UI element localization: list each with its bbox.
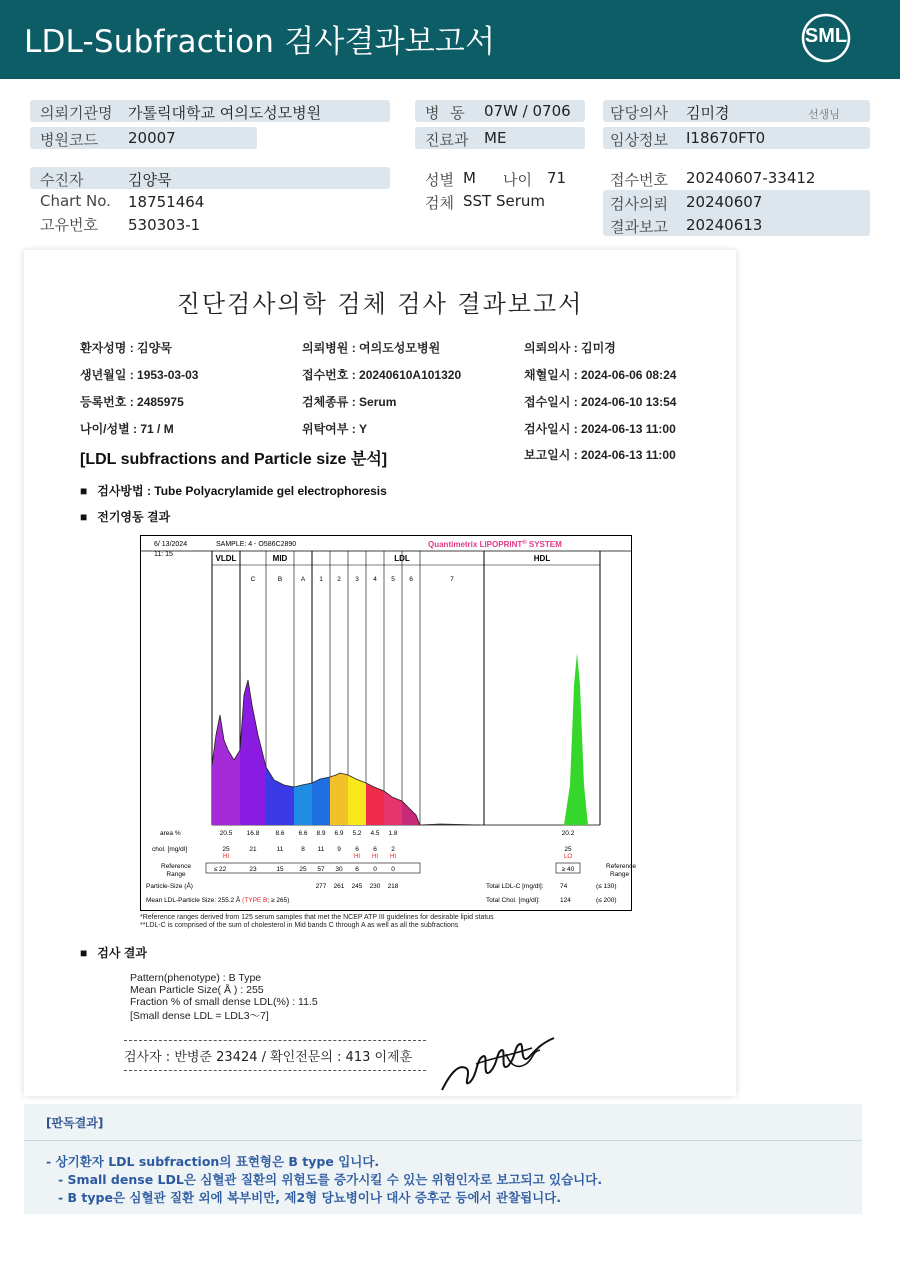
area-label: area % [160,830,181,837]
chart-brand-name: Quantimetrix LIPOPRINT [428,540,523,549]
clinical-value: I18670FT0 [686,129,766,147]
area-value: 20.5 [219,830,233,837]
ref-value: ≤ 22 [213,866,227,873]
logo-text: SML [804,25,848,47]
analysis-subtitle: [LDL subfractions and Particle size 분석] [80,451,388,468]
sml-logo [800,12,852,64]
electro-bullet: ■ 전기영동 결과 [80,510,171,524]
sex-value: M [463,169,476,187]
hospital-code-value: 20007 [128,129,176,147]
chart-sample: SAMPLE: 4 - O586C2890 [216,541,297,548]
ref-value: 25 [299,866,307,873]
field-doctor: 의뢰의사 : 김미경 [524,341,616,355]
chart-time: 11: 15 [154,551,173,558]
page-header [0,0,900,79]
area-value: 6.6 [298,830,308,837]
total-ldl-ref: (≤ 130) [596,883,617,890]
band-label: 7 [450,576,454,583]
chart-svg [140,535,636,911]
doctor-label: 담당의사 [610,104,668,122]
chart-brand-reg: ® [522,540,527,546]
peak-area [330,773,348,825]
chart-no-value: 18751464 [128,193,205,211]
particle-size-value: 230 [369,883,381,890]
judgement-line-3: - B type은 심혈관 질환 외에 복부비만, 제2형 당뇨병이나 대사 증후군 등에서 관찰됩니다. [58,1190,562,1205]
area-value: 6.9 [334,830,344,837]
mean-size-label: Mean LDL-Particle Size: [146,897,218,904]
chol-value: 25 [222,846,230,853]
total-chol-label: Total Chol. [mg/dl]: [486,897,540,904]
field-consign: 위탁여부 : Y [302,422,368,436]
ref-value: ≥ 40 [561,866,575,873]
band-label: 1 [319,576,323,583]
particle-size-value: 245 [351,883,363,890]
particle-size-value: 277 [315,883,327,890]
chol-value: 2 [391,846,395,853]
group-label: LDL [394,554,410,563]
dept-value: ME [484,129,507,147]
chart-note-2: **LDL-C is comprised of the sum of cholesterol in Mid bands C through A as well as all the subfractions [140,922,459,929]
ref-value: 30 [335,866,343,873]
area-value: 4.5 [370,830,380,837]
report-date-label: 결과보고 [610,218,668,236]
area-value: 8.9 [316,830,326,837]
result-head: 검사 결과 [97,946,147,960]
field-name: 환자성명 : 김양묵 [80,341,172,355]
area-value: 16.8 [246,830,260,837]
ref-value: 15 [276,866,284,873]
receipt-label: 접수번호 [610,171,668,189]
particle-size-label: Particle-Size (Å) [146,883,193,890]
chart-brand [428,539,562,549]
report-date-value: 20240613 [686,216,763,234]
chol-value: 6 [355,846,359,853]
age-value: 71 [547,169,567,187]
ref-value: 6 [355,866,359,873]
total-chol-value: 124 [560,897,571,904]
flag-value: LO [563,854,573,860]
field-receipt: 접수번호 : 20240610A101320 [302,368,462,382]
band-label: 2 [337,576,341,583]
flag-value: HI [390,854,396,860]
judgement-line-1: - 상기환자 LDL subfraction의 표현형은 B type 입니다. [46,1154,380,1169]
electro-text: 전기영동 결과 [97,510,171,524]
flag-value: HI [372,854,378,860]
doctor-value: 김미경 [686,104,730,122]
peak-area [294,783,312,825]
pill-bg [30,167,390,189]
method-text: 검사방법 : Tube Polyacrylamide gel electrophoresis [97,484,387,498]
result-small-dense: [Small dense LDL = LDL3～7] [130,1010,269,1022]
patient-value: 김양묵 [128,171,172,189]
total-chol-ref: (≤ 200) [596,897,617,904]
ref-label-right: Reference [606,863,636,870]
age-label: 나이 [503,171,532,189]
chart-date: 6/ 13/2024 [154,541,188,548]
particle-size-value: 261 [333,883,345,890]
particle-size-value: 218 [387,883,399,890]
band-label: 5 [391,576,395,583]
ref-label: Reference [161,863,191,870]
sig-line-top [124,1040,426,1041]
band-label: C [250,576,256,583]
institution-label: 의뢰기관명 [40,104,113,122]
total-ldl-value: 74 [560,883,568,890]
group-label: VLDL [215,554,237,563]
peak-area [348,775,366,825]
band-label: B [277,576,283,583]
report-sheet [24,250,736,1096]
ref-value: 0 [373,866,377,873]
mean-size-value: 255.2 Å [217,897,243,904]
chart-frame [141,536,632,911]
chol-value: 11 [317,846,325,853]
band-label: A [300,576,306,583]
judgement-title: [판독결과] [46,1116,104,1130]
area-value: 20.2 [561,830,575,837]
result-pattern: Pattern(phenotype) : B Type [130,972,262,984]
unique-label: 고유번호 [40,216,98,234]
patient-label: 수진자 [40,171,84,189]
signature-text: 검사자 : 반병준 23424 / 확인전문의 : 413 이제훈 [124,1050,413,1065]
result-mean-size: Mean Particle Size( Å ) : 255 [130,984,264,996]
ward-label: 병 동 [425,104,465,122]
peak-area [312,777,330,825]
handwritten-signature [436,1034,560,1096]
field-reg-no: 등록번호 : 2485975 [80,395,184,409]
ward-value: 07W / 0706 [484,102,571,120]
area-value: 1.8 [388,830,398,837]
dept-label: 진료과 [425,131,469,149]
flag-value: HI [354,854,360,860]
chol-value: 25 [564,846,572,853]
mean-size-ref: ; ≥ 265) [267,897,290,904]
ref-value: 23 [249,866,257,873]
group-label: MID [272,554,288,563]
chart-note-1: *Reference ranges derived from 125 serum samples that met the NCEP ATP III guidelines for desirable lipid status [140,914,494,921]
chart-brand-suffix: SYSTEM [526,540,562,549]
field-received: 접수일시 : 2024-06-10 13:54 [524,395,677,409]
result-bullet: ■ 검사 결과 [80,946,147,960]
field-draw: 채혈일시 : 2024-06-06 08:24 [524,368,677,382]
area-value: 8.6 [275,830,285,837]
band-label: 6 [409,576,413,583]
doctor-suffix: 선생님 [808,108,840,121]
chart-no-label: Chart No. [40,192,111,210]
chol-value: 11 [276,846,284,853]
chol-label: chol. [mg/dl] [152,846,188,853]
unique-value: 530303-1 [128,216,201,234]
sex-label: 성별 [425,171,454,189]
clinical-label: 임상정보 [610,131,668,149]
report-title: 진단검사의학 검체 검사 결과보고서 [176,290,584,318]
chol-value: 21 [249,846,257,853]
specimen-value: SST Serum [463,192,546,210]
band-label: 4 [373,576,377,583]
field-hospital: 의뢰병원 : 여의도성모병원 [302,341,441,355]
area-value: 5.2 [352,830,362,837]
group-label: HDL [533,554,551,563]
institution-value: 가톨릭대학교 여의도성모병원 [128,104,322,122]
band-label: 3 [355,576,359,583]
lipoprint-chart [140,535,636,911]
page-title: LDL-Subfraction 검사결과보고서 [24,24,496,60]
mean-size-line [146,895,289,904]
ref-label: Range [166,871,186,878]
request-label: 검사의뢰 [610,195,668,213]
judgement-line-2: - Small dense LDL은 심혈관 질환의 위험도를 증가시킬 수 있는 위험인자로 보고되고 있습니다. [58,1172,603,1187]
specimen-label: 검체 [425,194,454,212]
judgement-header [24,1104,862,1141]
judgement-panel [24,1104,862,1214]
chol-value: 6 [373,846,377,853]
ref-value: 57 [317,866,325,873]
ref-value: 0 [391,866,395,873]
flag-value: HI [223,854,229,860]
receipt-value: 20240607-33412 [686,169,816,187]
sig-line-bottom [124,1070,426,1071]
total-ldl-label: Total LDL-C [mg/dl]: [486,883,544,890]
method-bullet: ■ 검사방법 : Tube Polyacrylamide gel electrophoresis [80,484,387,498]
result-fraction: Fraction % of small dense LDL(%) : 11.5 [130,996,318,1008]
field-tested: 검사일시 : 2024-06-13 11:00 [524,422,676,436]
field-age-sex: 나이/성별 : 71 / M [80,422,174,436]
mean-size-type: (TYPE B [242,897,268,904]
hospital-code-label: 병원코드 [40,131,98,149]
field-birth: 생년월일 : 1953-03-03 [80,368,199,382]
chol-value: 9 [337,846,341,853]
field-specimen: 검체종류 : Serum [302,395,397,409]
field-reported: 보고일시 : 2024-06-13 11:00 [524,448,676,462]
ref-label-right: Range [610,871,630,878]
chol-value: 8 [301,846,305,853]
request-value: 20240607 [686,193,763,211]
